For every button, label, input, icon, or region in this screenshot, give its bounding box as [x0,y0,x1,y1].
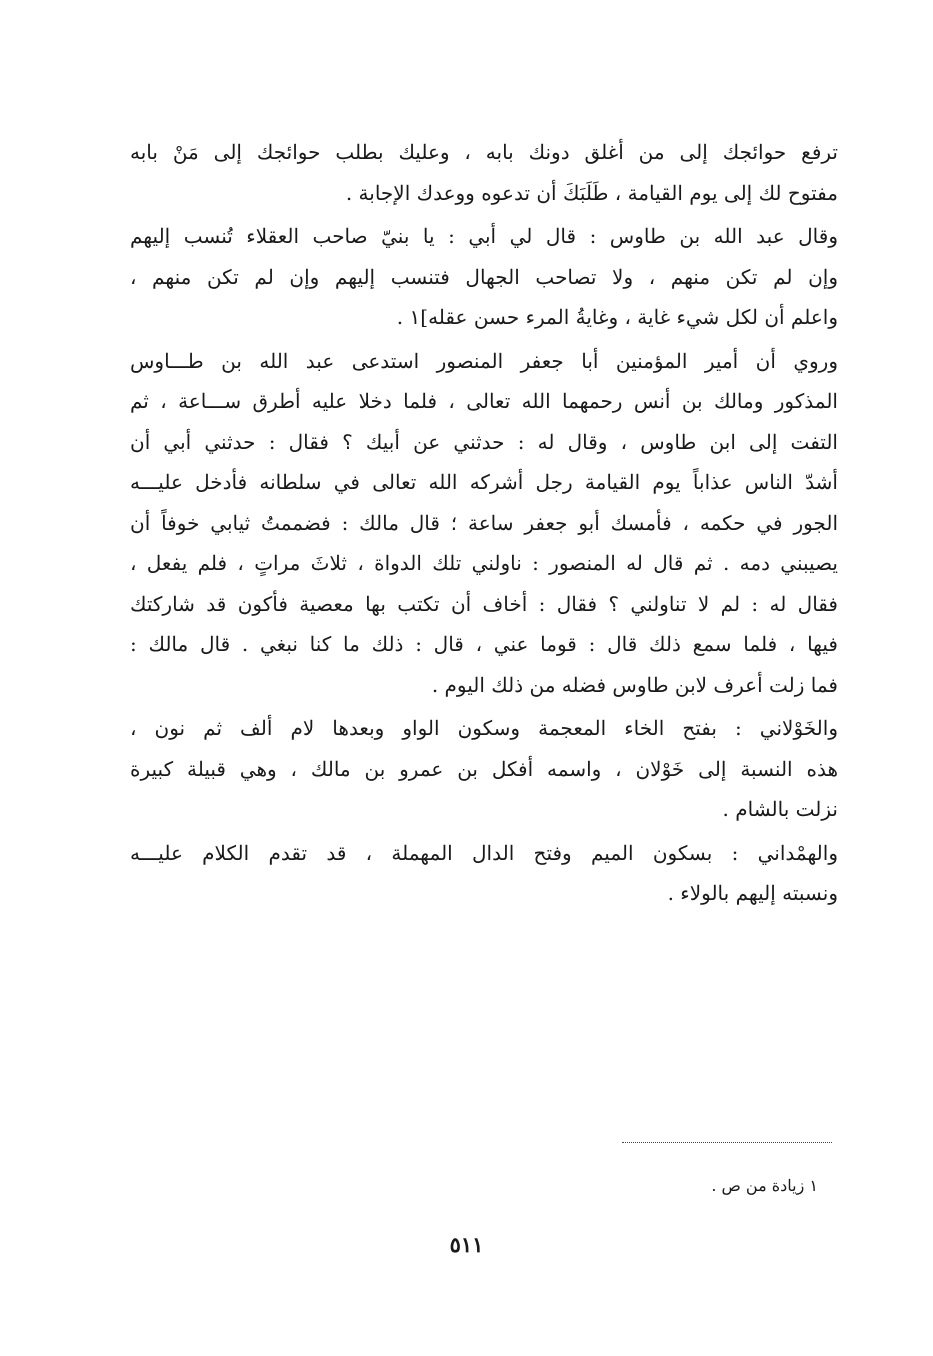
text-line-17: نزلت بالشام . [722,797,838,821]
footnote: ١ زيادة من ص . [711,1176,818,1195]
body-text [130,132,838,914]
text-line-4: وإن لم تكن منهم ، ولا تصاحب الجهال فتنسب إليهم وإن لم تكن منهم ، [130,264,838,289]
text-line-7: المذكور ومالك بن أنس رحمهما الله تعالى ، فلما دخلا عليه أطرق ســـاعة ، ثم [130,389,838,413]
text-line-18: والهمْداني : بسكون الميم وفتح الدال المهملة ، قد تقدم الكلام عليـــه [130,840,838,865]
text-line-11: يصيبني دمه . ثم قال له المنصور : ناولني تلك الدواة ، ثلاثَ مراتٍ ، فلم يفعل ، [130,551,838,575]
text-line-13: فيها ، فلما سمع ذلك قال : قوما عني ، قال : ذلك ما كنا نبغي . قال مالك : [130,632,838,656]
text-line-2: مفتوح لك إلى يوم القيامة ، طَلَبَكَ أن تدعوه ووعدك الإجابة . [345,180,838,205]
text-line-3: وقال عبد الله بن طاوس : قال لي أبي : يا بنيّ صاحب العقلاء تُنسب إليهم [130,224,838,248]
text-line-12: فقال له : لم لا تناولني ؟ فقال : أخاف أن تكتب بها معصية فأكون قد شاركتك [130,591,838,616]
text-line-14: فما زلت أعرف لابن طاوس فضله من ذلك اليوم . [431,672,838,697]
page-number: ٥١١ [449,1232,484,1257]
text-line-5: واعلم أن لكل شيء غاية ، وغايةُ المرء حسن عقله]١ . [396,305,838,329]
text-line-16: هذه النسبة إلى خَوْلان ، واسمه أفكل بن عمرو بن مالك ، وهي قبيلة كبيرة [130,756,838,781]
text-line-9: أشدّ الناس عذاباً يوم القيامة رجل أشركه الله تعالى في سلطانه فأدخل عليـــه [130,470,838,494]
text-line-15: والخَوْلاني : بفتح الخاء المعجمة وسكون الواو وبعدها لام ألف ثم نون ، [130,716,838,740]
text-line-10: الجور في حكمه ، فأمسك أبو جعفر ساعة ؛ قال مالك : فضممتُ ثيابي خوفاً أن [130,510,838,535]
footnote-divider [622,1142,832,1143]
text-line-19: ونسبته إليهم بالولاء . [667,881,838,905]
text-line-6: وروي أن أمير المؤمنين أبا جعفر المنصور استدعى عبد الله بن طـــاوس [130,348,838,373]
text-line-1: ترفع حوائجك إلى من أغلق دونك بابه ، وعليك بطلب حوائجك إلى مَنْ بابه [130,140,838,164]
text-line-8: التفت إلى ابن طاوس ، وقال له : حدثني عن أبيك ؟ فقال : حدثني أبي أن [130,429,838,454]
